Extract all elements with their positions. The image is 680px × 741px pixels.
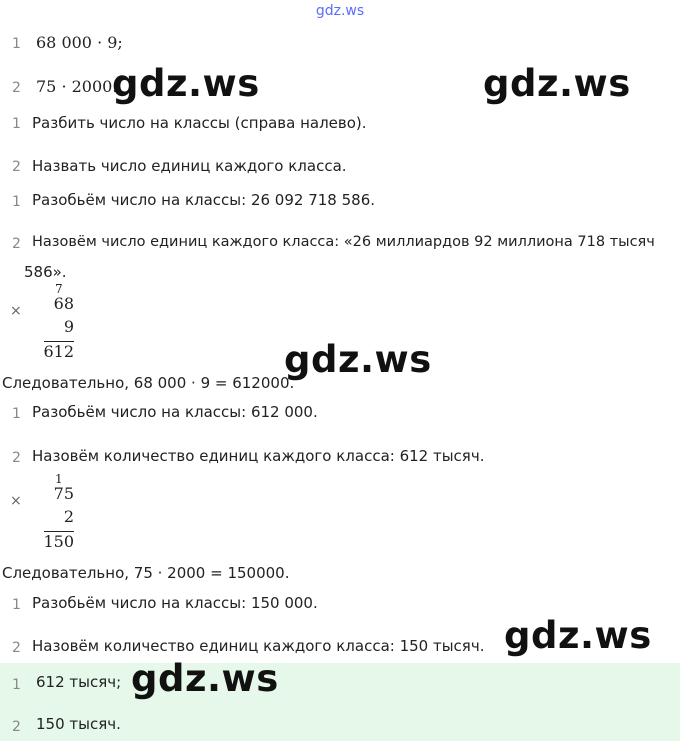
watermark: gdz.ws bbox=[483, 62, 631, 105]
example-item-continuation: 586». bbox=[24, 263, 67, 281]
example-item-text: Назовём число единиц каждого класса: «26 миллиардов 92 миллиона 718 тысяч bbox=[32, 234, 655, 250]
plan-item-text: Назвать число единиц каждого класса. bbox=[32, 157, 347, 175]
conclusion-text: Следовательно, 75 · 2000 = 150000. bbox=[2, 564, 290, 582]
conclusion-text: Следовательно, 68 000 · 9 = 612000. bbox=[2, 374, 295, 392]
plan-item-number: 2 bbox=[12, 159, 21, 175]
carry-digit: 1 bbox=[55, 472, 63, 486]
plan-item-text: Разбить число на классы (справа налево). bbox=[32, 114, 367, 132]
step-number: 1 bbox=[12, 406, 21, 422]
product: 612 bbox=[43, 342, 74, 361]
watermark: gdz.ws bbox=[112, 62, 260, 105]
column-multiplication bbox=[40, 282, 76, 362]
step-text: Разобьём число на классы: 612 000. bbox=[32, 403, 318, 421]
multiply-sign: × bbox=[10, 493, 22, 509]
plan-item-number: 1 bbox=[12, 116, 21, 132]
answer-number: 1 bbox=[12, 677, 21, 693]
task-item-expression: 75 · 2000. bbox=[36, 77, 118, 96]
watermark: gdz.ws bbox=[131, 657, 279, 700]
answer-text: 150 тысяч. bbox=[36, 715, 121, 733]
task-item-expression: 68 000 · 9; bbox=[36, 33, 123, 52]
example-item-text: Разобьём число на классы: 26 092 718 586. bbox=[32, 191, 376, 209]
column-multiplication bbox=[40, 472, 76, 552]
product: 150 bbox=[43, 532, 74, 551]
step-text: Назовём количество единиц каждого класса: 612 тысяч. bbox=[32, 447, 485, 465]
step-number: 2 bbox=[12, 450, 21, 466]
example-item-number: 2 bbox=[12, 236, 21, 252]
step-text: Разобьём число на классы: 150 000. bbox=[32, 594, 318, 612]
step-number: 1 bbox=[12, 597, 21, 613]
multiply-sign: × bbox=[10, 303, 22, 319]
multiplier: 9 bbox=[63, 317, 74, 336]
multiplicand: 68 bbox=[53, 294, 74, 313]
multiplier: 2 bbox=[63, 507, 74, 526]
example-item-number: 1 bbox=[12, 194, 21, 210]
header-watermark: gdz.ws bbox=[315, 3, 365, 19]
carry-digit: 7 bbox=[55, 282, 63, 296]
watermark: gdz.ws bbox=[504, 614, 652, 657]
step-number: 2 bbox=[12, 640, 21, 656]
task-item-number: 2 bbox=[12, 80, 21, 96]
answer-text: 612 тысяч; bbox=[36, 673, 122, 691]
multiplicand: 75 bbox=[53, 484, 74, 503]
task-item-number: 1 bbox=[12, 36, 21, 52]
step-text: Назовём количество единиц каждого класса: 150 тысяч. bbox=[32, 637, 485, 655]
answer-number: 2 bbox=[12, 719, 21, 735]
watermark: gdz.ws bbox=[284, 338, 432, 381]
